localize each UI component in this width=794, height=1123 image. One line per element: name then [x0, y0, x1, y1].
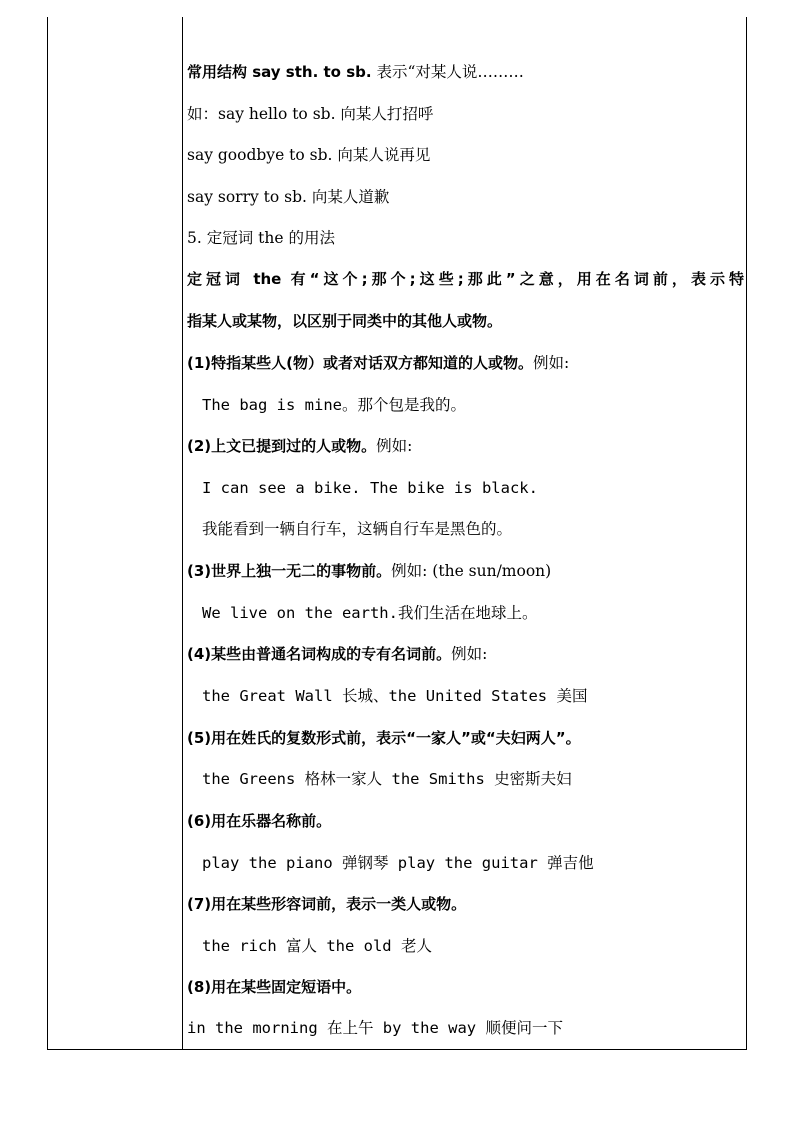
rule-1-bold: (1)特指某些人(物）或者对话双方都知道的人或物。: [187, 354, 534, 372]
rule-2-example-zh: 我能看到一辆自行车，这辆自行车是黑色的。: [202, 520, 513, 538]
rule-5-example: the Greens 格林一家人 the Smiths 史密斯夫妇: [202, 770, 572, 788]
rule-4-example-label: 例如:: [451, 645, 488, 663]
left-empty-cell: [48, 17, 183, 1049]
line-say-hello: 如：say hello to sb. 向某人打招呼: [187, 105, 434, 123]
say-structure-meaning: 表示“对某人说………: [371, 63, 524, 81]
rule-2-example-en: I can see a bike. The bike is black.: [202, 479, 538, 497]
rule-3-example: We live on the earth.我们生活在地球上。: [202, 604, 538, 622]
rule-3-example-label: 例如: (the sun/moon): [391, 562, 552, 580]
rule-2-bold: (2)上文已提到过的人或物。: [187, 437, 377, 455]
rule-4-example: the Great Wall 长城、the United States 美国: [202, 687, 588, 705]
rule-4: [187, 644, 487, 664]
rule-2-example-label: 例如:: [376, 437, 413, 455]
rule-7: (7)用在某些形容词前，表示一类人或物。: [187, 895, 467, 913]
line-say-sorry: say sorry to sb. 向某人道歉: [187, 188, 390, 206]
notes-table: [47, 17, 747, 1050]
rule-3: [187, 561, 551, 581]
definition-line-1: 定冠词 the 有“这个;那个;这些;那此”之意，用在名词前，表示特: [187, 270, 744, 288]
rule-5: (5)用在姓氏的复数形式前，表示“一家人”或“夫妇两人”。: [187, 729, 581, 747]
say-structure-bold: 常用结构 say sth. to sb.: [187, 63, 372, 81]
rule-8-example: in the morning 在上午 by the way 顺便问一下: [187, 1019, 563, 1037]
rule-6: (6)用在乐器名称前。: [187, 812, 332, 830]
rule-4-bold: (4)某些由普通名词构成的专有名词前。: [187, 645, 452, 663]
rule-1: [187, 353, 569, 373]
rule-7-example: the rich 富人 the old 老人: [202, 937, 432, 955]
line-say-goodbye: say goodbye to sb. 向某人说再见: [187, 146, 431, 164]
rule-2: [187, 436, 412, 456]
section-heading-the: 5. 定冠词 the 的用法: [187, 229, 335, 247]
rule-8: (8)用在某些固定短语中。: [187, 978, 362, 996]
rule-1-example: The bag is mine。那个包是我的。: [202, 396, 466, 414]
rule-6-example: play the piano 弹钢琴 play the guitar 弹吉他: [202, 854, 594, 872]
content-cell: [184, 17, 746, 1049]
line-say-structure: [187, 62, 524, 82]
definition-line-2: 指某人或某物，以区别于同类中的其他人或物。: [187, 312, 503, 330]
rule-3-bold: (3)世界上独一无二的事物前。: [187, 562, 392, 580]
rule-1-example-label: 例如:: [533, 354, 570, 372]
